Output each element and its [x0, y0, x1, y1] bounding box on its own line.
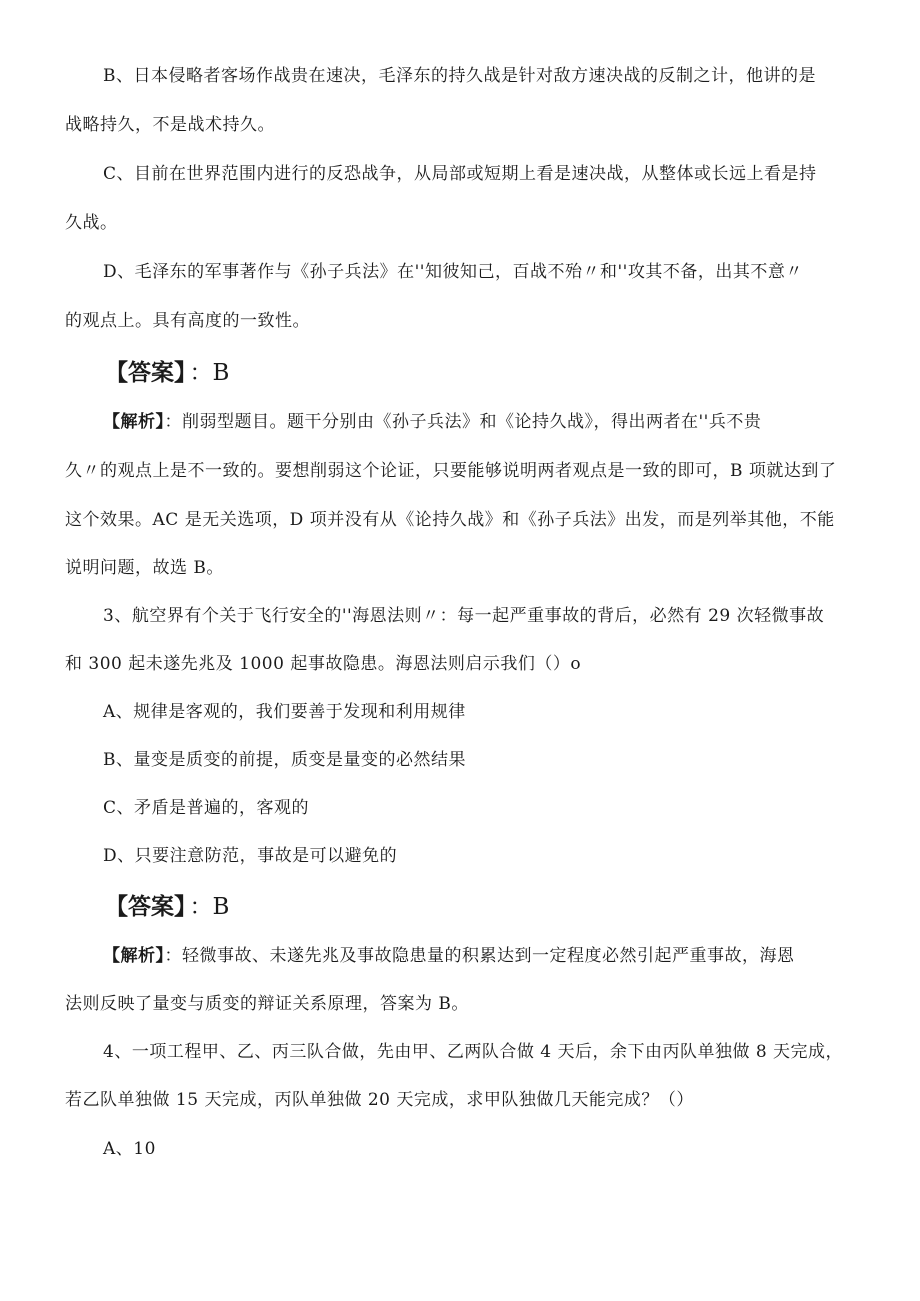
- q3-stem-line1: 3、航空界有个关于飞行安全的''海恩法则〃：每一起严重事故的背后，必然有 29 次轻微事故: [103, 606, 825, 626]
- q4-option-a: A、10: [103, 1139, 156, 1159]
- q4-stem-line1: 4、一项工程甲、乙、丙三队合做，先由甲、乙两队合做 4 天后，余下由丙队单独做 8 天完成，: [103, 1042, 844, 1062]
- q4-stem-line2: 若乙队单独做 15 天完成，丙队单独做 20 天完成，求甲队独做几天能完成？（）: [65, 1090, 694, 1110]
- q2-option-c-line1: C、目前在世界范围内进行的反恐战争，从局部或短期上看是速决战，从整体或长远上看是持: [103, 164, 817, 184]
- q2-analysis-line1: [103, 410, 761, 434]
- q2-option-d-line2: 的观点上。具有高度的一致性。: [65, 311, 310, 331]
- q2-analysis-line2: 久〃的观点上是不一致的。要想削弱这个论证，只要能够说明两者观点是一致的即可，B 项就达到了: [65, 461, 837, 481]
- q3-analysis-text: ：轻微事故、未遂先兆及事故隐患量的积累达到一定程度必然引起严重事故，海恩: [164, 946, 795, 966]
- q3-option-d: D、只要注意防范，事故是可以避免的: [103, 846, 398, 866]
- q3-answer: [105, 892, 229, 922]
- q2-answer: [105, 358, 229, 388]
- q3-answer-value: ：B: [189, 894, 230, 920]
- q3-stem-line2: 和 300 起未遂先兆及 1000 起事故隐患。海恩法则启示我们（）o: [65, 654, 582, 674]
- q3-answer-label: 【答案】: [105, 894, 186, 920]
- q2-analysis-line4: 说明问题，故选 B。: [65, 558, 224, 578]
- q3-option-b: B、量变是质变的前提，质变是量变的必然结果: [103, 750, 466, 770]
- q2-option-b-line2: 战略持久，不是战术持久。: [65, 115, 275, 135]
- q3-analysis-line2: 法则反映了量变与质变的辩证关系原理，答案为 B。: [65, 994, 469, 1014]
- q2-analysis-text: ：削弱型题目。题干分别由《孙子兵法》和《论持久战》，得出两者在''兵不贵: [164, 412, 762, 432]
- q3-option-a: A、规律是客观的，我们要善于发现和利用规律: [103, 702, 466, 722]
- q3-option-c: C、矛盾是普遍的，客观的: [103, 798, 310, 818]
- q2-analysis-label: 【解析】: [103, 412, 165, 432]
- q2-analysis-line3: 这个效果。AC 是无关选项，D 项并没有从《论持久战》和《孙子兵法》出发，而是列举其他，不能: [65, 510, 835, 530]
- q2-answer-value: ：B: [189, 360, 230, 386]
- q2-option-d-line1: D、毛泽东的军事著作与《孙子兵法》在''知彼知己，百战不殆〃和''攻其不备，出其不意〃: [103, 262, 803, 282]
- q2-option-c-line2: 久战。: [65, 213, 118, 233]
- q3-analysis-line1: [103, 944, 795, 968]
- q3-analysis-label: 【解析】: [103, 946, 165, 966]
- q2-option-b-line1: B、日本侵略者客场作战贵在速决，毛泽东的持久战是针对敌方速决战的反制之计，他讲的是: [103, 66, 816, 86]
- q2-answer-label: 【答案】: [105, 360, 186, 386]
